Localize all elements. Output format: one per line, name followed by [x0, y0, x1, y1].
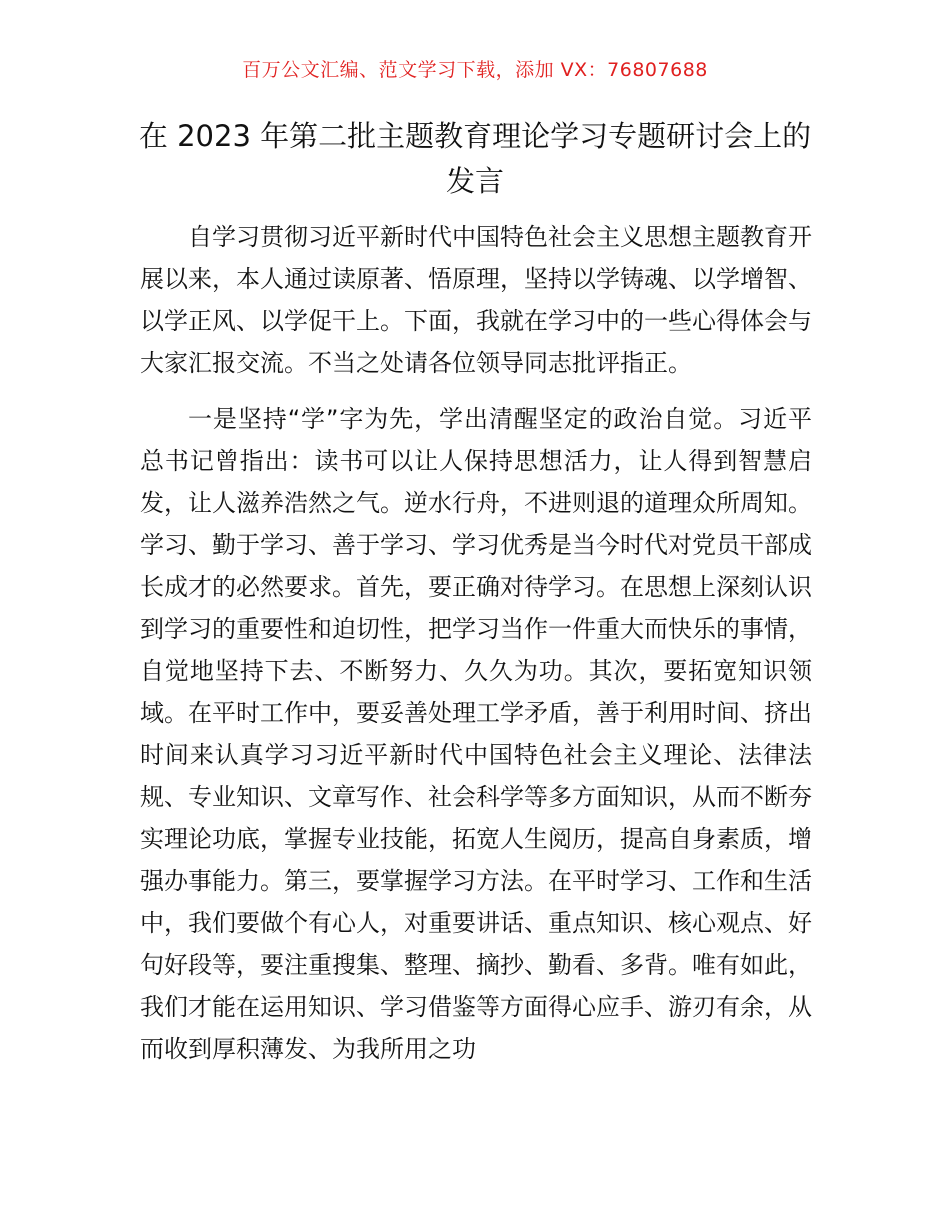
paragraph-point-one: 一是坚持“学”字为先，学出清醒坚定的政治自觉。习近平总书记曾指出：读书可以让人保持思想活力，让人得到智慧启发，让人滋养浩然之气。逆水行舟，不进则退的道理众所周知。学习、勤于学习、善于学习、学习优秀是当今时代对党员干部成长成才的必然要求。首先，要正确对待学习。在思想上深刻认识到学习的重要性和迫切性，把学习当作一件重大而快乐的事情，自觉地坚持下去、不断努力、久久为功。其次，要拓宽知识领域。在平时工作中，要妥善处理工学矛盾，善于利用时间、挤出时间来认真学习习近平新时代中国特色社会主义理论、法律法规、专业知识、文章写作、社会科学等多方面知识，从而不断夯实理论功底，掌握专业技能，拓宽人生阅历，提高自身素质，增强办事能力。第三，要掌握学习方法。在平时学习、工作和生活中，我们要做个有心人，对重要讲话、重点知识、核心观点、好句好段等，要注重搜集、整理、摘抄、勤看、多背。唯有如此，我们才能在运用知识、学习借鉴等方面得心应手、游刃有余，从而收到厚积薄发、为我所用之功 [140, 405, 812, 1063]
watermark-header: 百万公文汇编、范文学习下载，添加 VX：76807688 [242, 59, 708, 81]
paragraph-intro: 自学习贯彻习近平新时代中国特色社会主义思想主题教育开展以来，本人通过读原著、悟原理，坚持以学铸魂、以学增智、以学正风、以学促干上。下面，我就在学习中的一些心得体会与大家汇报交流。不当之处请各位领导同志批评指正。 [140, 223, 812, 377]
document-body [140, 216, 812, 1070]
document-title: 在 2023 年第二批主题教育理论学习专题研讨会上的发言 [138, 119, 812, 198]
